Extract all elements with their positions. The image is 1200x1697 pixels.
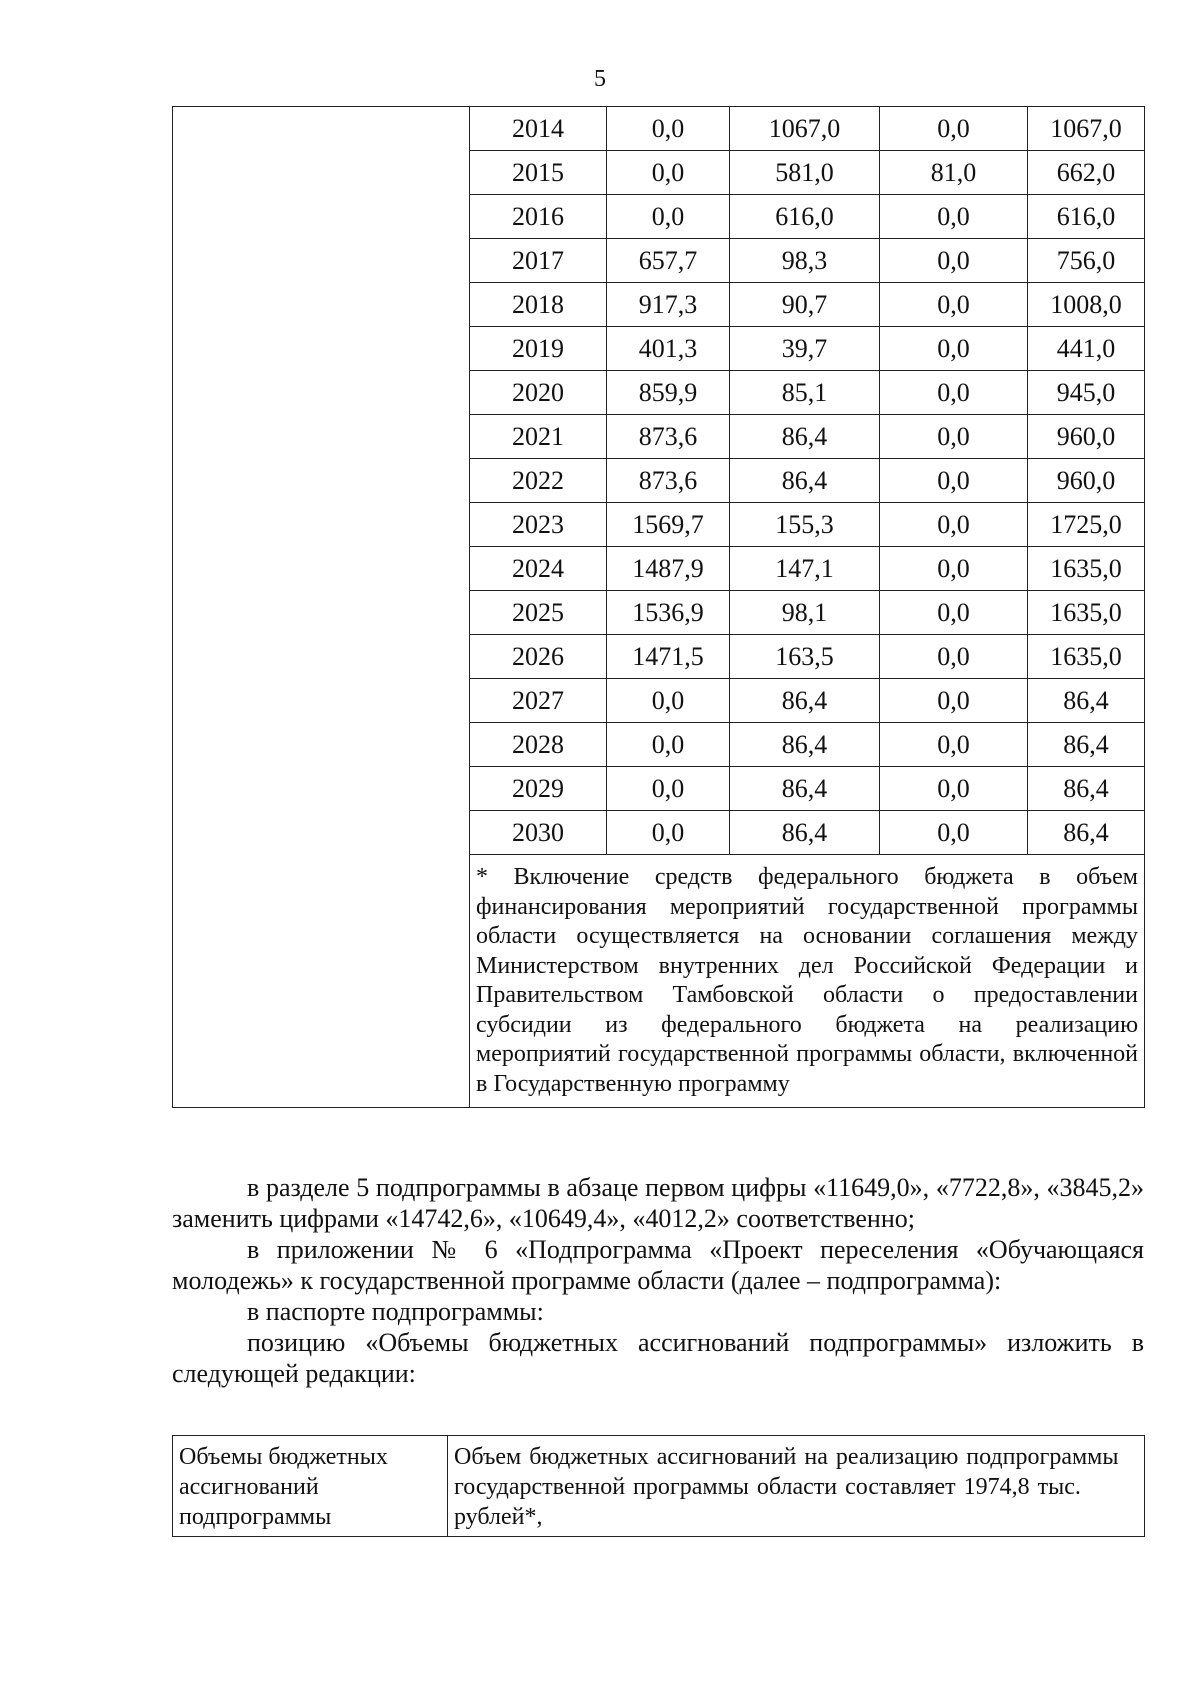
value-cell: 401,3	[607, 327, 730, 371]
value-cell: 0,0	[880, 547, 1028, 591]
value-cell: 1635,0	[1028, 547, 1145, 591]
value-cell: 1067,0	[730, 107, 880, 151]
value-cell: 756,0	[1028, 239, 1145, 283]
year-cell: 2021	[470, 415, 607, 459]
value-cell: 86,4	[730, 723, 880, 767]
year-cell: 2022	[470, 459, 607, 503]
value-cell: 859,9	[607, 371, 730, 415]
value-cell: 873,6	[607, 459, 730, 503]
value-cell: 0,0	[880, 195, 1028, 239]
value-cell: 1008,0	[1028, 283, 1145, 327]
value-cell: 1569,7	[607, 503, 730, 547]
year-cell: 2029	[470, 767, 607, 811]
value-cell: 163,5	[730, 635, 880, 679]
passport-table-row	[173, 1436, 1145, 1537]
empty-label-cell	[173, 107, 470, 1108]
value-cell: 1471,5	[607, 635, 730, 679]
year-cell: 2024	[470, 547, 607, 591]
value-cell: 0,0	[880, 767, 1028, 811]
paragraph: в паспорте подпрограммы:	[247, 1297, 544, 1326]
value-cell: 616,0	[1028, 195, 1145, 239]
value-cell: 0,0	[607, 151, 730, 195]
value-cell: 0,0	[880, 239, 1028, 283]
value-cell: 0,0	[607, 767, 730, 811]
value-cell: 90,7	[730, 283, 880, 327]
value-cell: 0,0	[607, 723, 730, 767]
value-cell: 0,0	[607, 811, 730, 855]
value-cell: 155,3	[730, 503, 880, 547]
year-cell: 2015	[470, 151, 607, 195]
value-cell: 147,1	[730, 547, 880, 591]
value-cell: 0,0	[880, 679, 1028, 723]
value-cell: 86,4	[1028, 723, 1145, 767]
value-cell: 98,3	[730, 239, 880, 283]
value-cell: 86,4	[730, 459, 880, 503]
value-cell: 86,4	[730, 415, 880, 459]
funding-table	[172, 106, 1145, 1108]
value-cell: 0,0	[607, 679, 730, 723]
value-cell: 0,0	[880, 459, 1028, 503]
value-cell: 39,7	[730, 327, 880, 371]
year-cell: 2017	[470, 239, 607, 283]
year-cell: 2030	[470, 811, 607, 855]
value-cell: 1725,0	[1028, 503, 1145, 547]
body-text	[172, 1172, 1144, 1389]
year-cell: 2019	[470, 327, 607, 371]
value-cell: 86,4	[1028, 679, 1145, 723]
value-cell: 581,0	[730, 151, 880, 195]
value-cell: 0,0	[880, 283, 1028, 327]
value-cell: 873,6	[607, 415, 730, 459]
value-cell: 945,0	[1028, 371, 1145, 415]
value-cell: 0,0	[880, 415, 1028, 459]
funding-footnote: * Включение средств федерального бюджета в объем финансирования мероприятий государственной программы области осуществляется на основании соглашения между Министерством внутренних дел Российской Федерации и Правительством Тамбовской области о предоставлении субсидии из федерального бюджета на реализацию мероприятий государственной программы области, включенной в Государственную программу	[470, 855, 1145, 1108]
value-cell: 98,1	[730, 591, 880, 635]
paragraph: в приложении № 6 «Подпрограмма «Проект переселения «Обучающаяся молодежь» к государственной программе области (далее – подпрограмма):	[172, 1235, 1144, 1295]
value-cell: 86,4	[1028, 811, 1145, 855]
value-cell: 657,7	[607, 239, 730, 283]
value-cell: 81,0	[880, 151, 1028, 195]
value-cell: 1487,9	[607, 547, 730, 591]
passport-value: Объем бюджетных ассигнований на реализацию подпрограммы государственной программы области составляет 1974,8 тыс. рублей*,	[448, 1436, 1145, 1537]
value-cell: 0,0	[880, 723, 1028, 767]
value-cell: 1067,0	[1028, 107, 1145, 151]
value-cell: 616,0	[730, 195, 880, 239]
paragraph: в разделе 5 подпрограммы в абзаце первом цифры «11649,0», «7722,8», «3845,2» заменить цифрами «14742,6», «10649,4», «4012,2» соответственно;	[172, 1173, 1144, 1233]
value-cell: 441,0	[1028, 327, 1145, 371]
year-cell: 2025	[470, 591, 607, 635]
value-cell: 85,1	[730, 371, 880, 415]
value-cell: 960,0	[1028, 459, 1145, 503]
year-cell: 2018	[470, 283, 607, 327]
value-cell: 86,4	[730, 767, 880, 811]
year-cell: 2020	[470, 371, 607, 415]
value-cell: 0,0	[880, 591, 1028, 635]
value-cell: 0,0	[880, 327, 1028, 371]
year-cell: 2026	[470, 635, 607, 679]
value-cell: 0,0	[607, 107, 730, 151]
value-cell: 86,4	[730, 811, 880, 855]
year-cell: 2023	[470, 503, 607, 547]
value-cell: 0,0	[880, 371, 1028, 415]
passport-label: Объемы бюджетных ассигнований подпрограммы	[173, 1436, 448, 1537]
value-cell: 0,0	[880, 811, 1028, 855]
value-cell: 86,4	[1028, 767, 1145, 811]
value-cell: 1635,0	[1028, 591, 1145, 635]
value-cell: 960,0	[1028, 415, 1145, 459]
value-cell: 1536,9	[607, 591, 730, 635]
year-cell: 2016	[470, 195, 607, 239]
page-number: 5	[594, 66, 606, 92]
value-cell: 917,3	[607, 283, 730, 327]
table-row	[173, 107, 1145, 151]
value-cell: 0,0	[880, 107, 1028, 151]
value-cell: 662,0	[1028, 151, 1145, 195]
passport-table	[172, 1435, 1145, 1537]
year-cell: 2014	[470, 107, 607, 151]
year-cell: 2027	[470, 679, 607, 723]
value-cell: 0,0	[607, 195, 730, 239]
value-cell: 86,4	[730, 679, 880, 723]
value-cell: 1635,0	[1028, 635, 1145, 679]
year-cell: 2028	[470, 723, 607, 767]
value-cell: 0,0	[880, 635, 1028, 679]
paragraph: позицию «Объемы бюджетных ассигнований подпрограммы» изложить в следующей редакции:	[172, 1328, 1144, 1388]
value-cell: 0,0	[880, 503, 1028, 547]
